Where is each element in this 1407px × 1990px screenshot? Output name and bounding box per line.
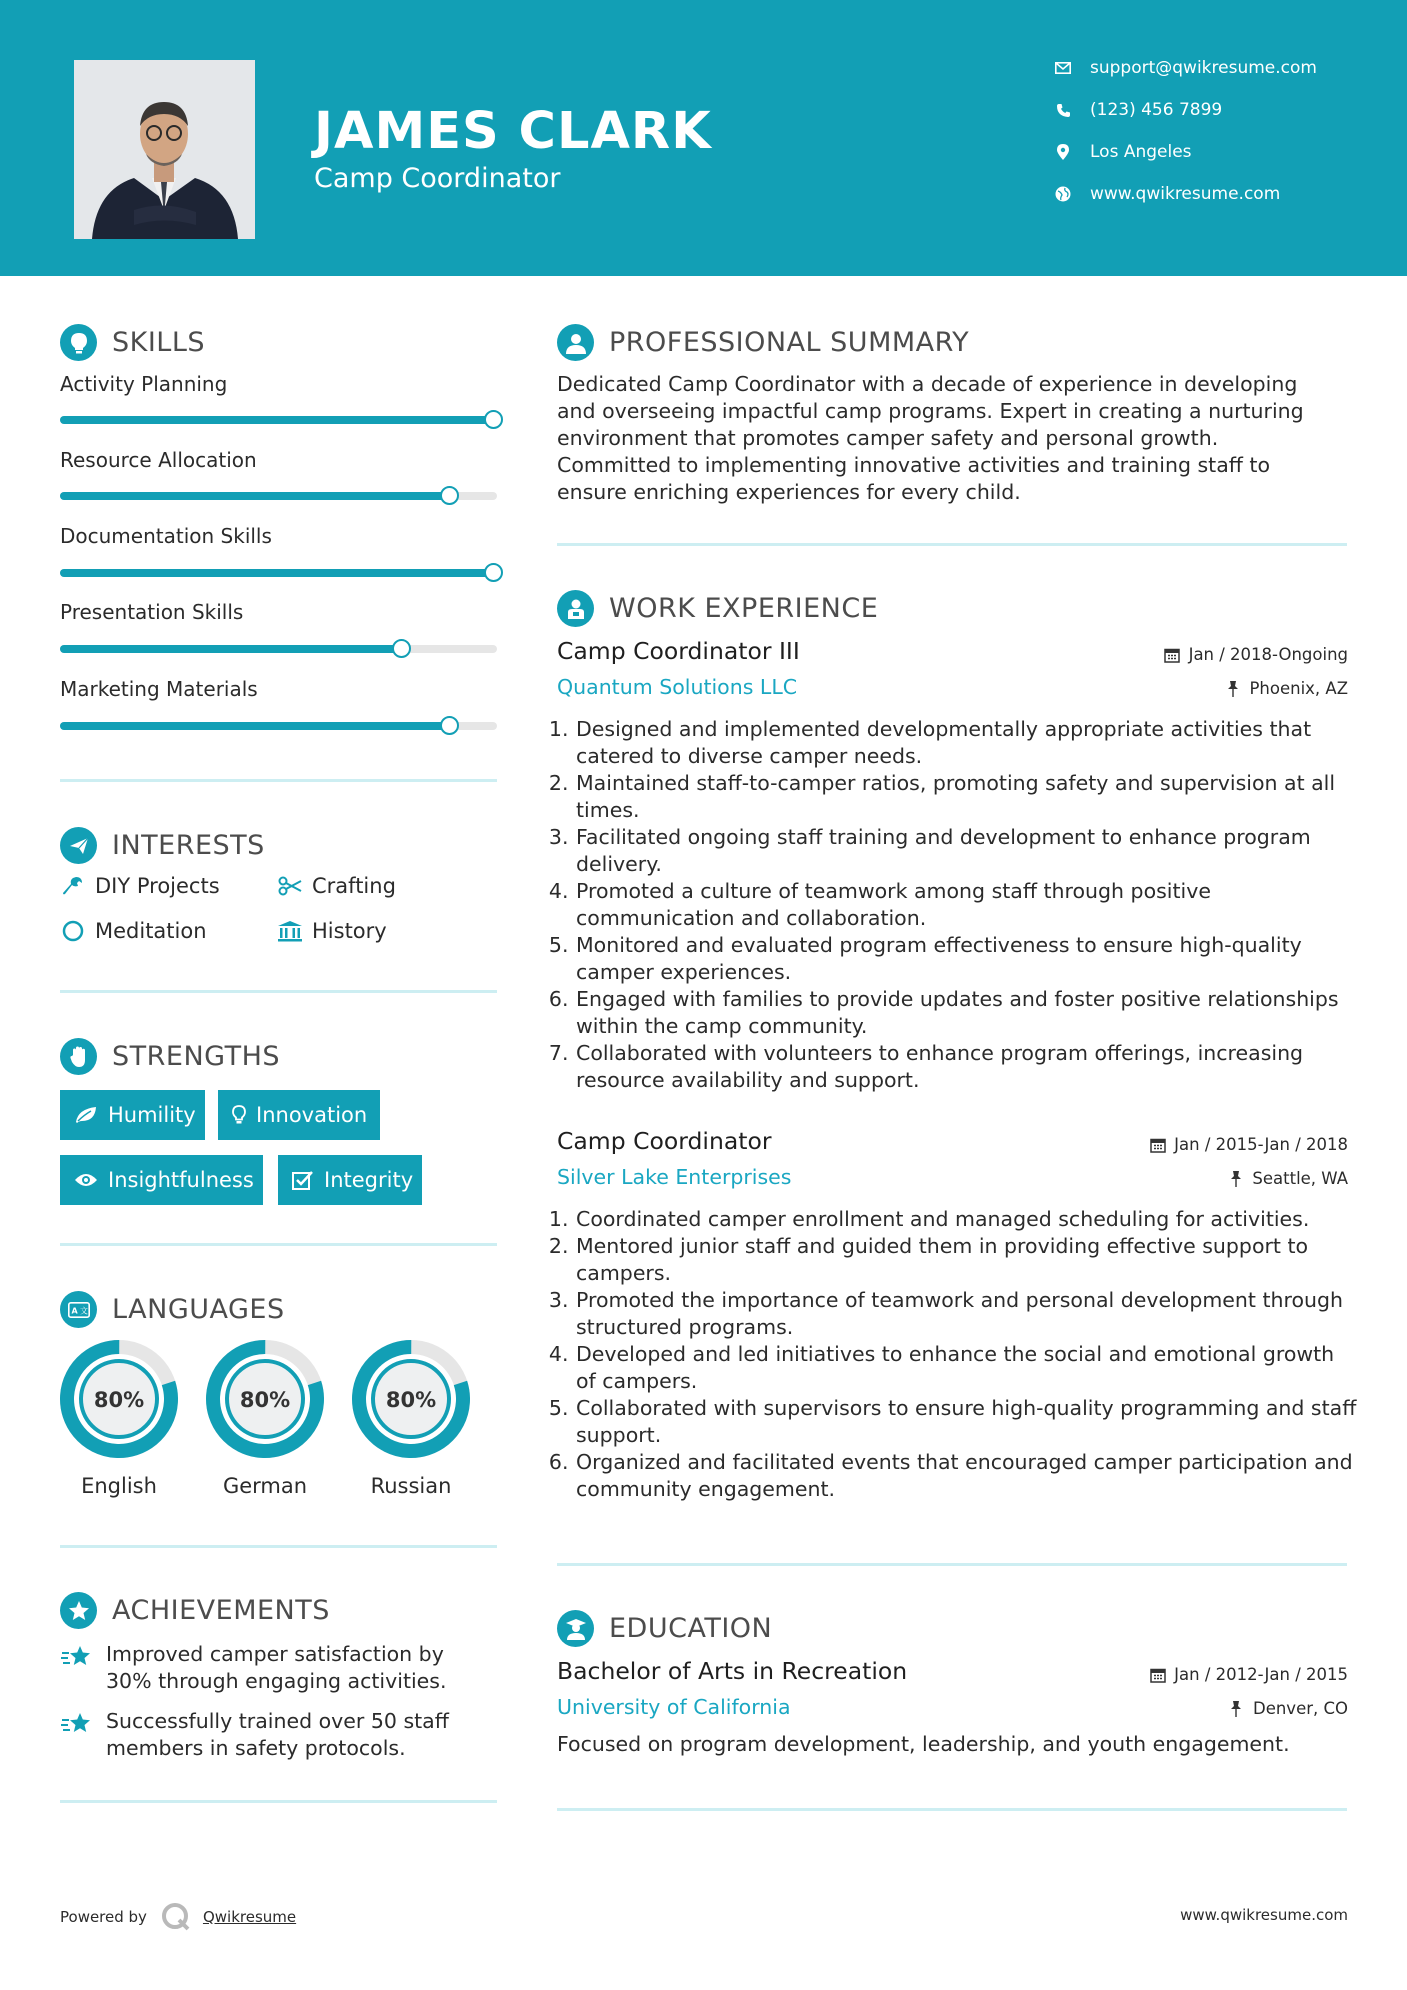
phone-icon — [1053, 100, 1073, 120]
language-ring — [350, 1338, 472, 1460]
calendar-icon — [1149, 1136, 1166, 1153]
section-divider — [557, 543, 1347, 546]
achievements-heading — [60, 1592, 330, 1629]
section-divider — [60, 1800, 497, 1803]
education-location-text: Denver, CO — [1252, 1699, 1348, 1718]
job-bullet: 3. Facilitated ongoing staff training and development to enhance program delivery. — [575, 824, 1360, 878]
job-company: Silver Lake Enterprises — [557, 1165, 792, 1189]
strength-tag — [278, 1155, 422, 1205]
skill-bar-fill — [60, 645, 401, 653]
resume-header — [0, 0, 1407, 276]
hand-icon — [60, 1038, 97, 1075]
achievement-line: Improved camper satisfaction by — [106, 1642, 444, 1666]
interest-item — [60, 873, 220, 899]
candidate-name: JAMES CLARK — [314, 102, 712, 161]
strength-tag — [60, 1090, 205, 1140]
job-bullet: 4. Developed and led initiatives to enhance the social and emotional growth of campers. — [575, 1341, 1360, 1395]
skill-bar-fill — [60, 416, 497, 424]
job-role: Camp Coordinator — [557, 1127, 772, 1155]
footer-powered-by — [60, 1902, 296, 1932]
contact-email[interactable] — [1053, 58, 1317, 78]
interest-item — [277, 873, 396, 899]
skill-bar-knob — [484, 563, 503, 582]
skill-bar — [60, 645, 497, 653]
strength-tag — [60, 1155, 263, 1205]
pushpin-icon — [1227, 1170, 1244, 1187]
skill-bar-fill — [60, 492, 449, 500]
skill-bar-knob — [484, 410, 503, 429]
section-divider — [60, 779, 497, 782]
globe-icon — [1053, 184, 1073, 204]
contact-email-text: support@qwikresume.com — [1090, 58, 1317, 78]
envelope-icon — [1053, 58, 1073, 78]
translate-icon — [60, 1291, 97, 1328]
map-pin-icon — [1053, 142, 1073, 162]
skill-bar-fill — [60, 569, 497, 577]
skills-title: SKILLS — [112, 327, 206, 358]
strength-tag — [218, 1090, 380, 1140]
skills-heading — [60, 324, 205, 361]
circle-icon — [60, 918, 86, 944]
languages-heading — [60, 1291, 285, 1328]
job-bullet: 6. Organized and facilitated events that encouraged camper participation and community engagement. — [575, 1449, 1360, 1503]
job-bullet: 5. Collaborated with supervisors to ensure high-quality programming and staff support. — [575, 1395, 1360, 1449]
achievement-item — [60, 1708, 449, 1762]
pushpin-icon — [1228, 1700, 1245, 1717]
achievement-text — [106, 1708, 449, 1762]
interest-item — [277, 918, 387, 944]
education-school: University of California — [557, 1695, 791, 1719]
scissors-icon — [277, 873, 303, 899]
wrench-icon — [60, 873, 86, 899]
leaf-icon — [74, 1102, 98, 1128]
skill-bar-fill — [60, 722, 449, 730]
strength-label: Humility — [108, 1103, 196, 1127]
language-percent: 80% — [239, 1388, 291, 1412]
job-location — [1224, 679, 1348, 698]
shooting-star-icon — [60, 1708, 93, 1741]
strengths-title: STRENGTHS — [112, 1041, 281, 1072]
contact-phone-text: (123) 456 7899 — [1090, 100, 1223, 120]
skill-label: Marketing Materials — [60, 677, 258, 701]
language-percent: 80% — [93, 1388, 145, 1412]
achievements-title: ACHIEVEMENTS — [112, 1595, 330, 1626]
interest-item — [60, 918, 207, 944]
interests-heading — [60, 827, 265, 864]
job-bullets — [557, 1206, 1360, 1503]
skill-label: Documentation Skills — [60, 524, 272, 548]
education-location — [1228, 1699, 1348, 1718]
education-description: Focused on program development, leadership, and youth engagement. — [557, 1732, 1290, 1756]
star-badge-icon — [60, 1592, 97, 1629]
calendar-icon — [1164, 646, 1181, 663]
skill-label: Activity Planning — [60, 372, 228, 396]
skill-bar — [60, 416, 497, 424]
language-percent: 80% — [385, 1388, 437, 1412]
summary-heading — [557, 324, 969, 361]
skill-label: Presentation Skills — [60, 600, 244, 624]
job-bullet: 7. Collaborated with volunteers to enhance program offerings, increasing resource availability and support. — [575, 1040, 1360, 1094]
job-bullets — [557, 716, 1360, 1094]
bank-icon — [277, 918, 303, 944]
job-bullet: 4. Promoted a culture of teamwork among staff through positive communication and collaboration. — [575, 878, 1360, 932]
candidate-title: Camp Coordinator — [314, 163, 561, 194]
strength-label: Innovation — [256, 1103, 368, 1127]
svg-text:A: A — [71, 1306, 78, 1315]
section-divider — [557, 1563, 1347, 1566]
experience-heading — [557, 590, 878, 627]
skill-bar — [60, 722, 497, 730]
skill-bar-knob — [392, 639, 411, 658]
language-label: English — [81, 1474, 157, 1498]
job-bullet: 1. Coordinated camper enrollment and managed scheduling for activities. — [575, 1206, 1360, 1233]
strength-label: Insightfulness — [108, 1168, 254, 1192]
eye-icon — [74, 1167, 98, 1193]
contact-location — [1053, 142, 1192, 162]
achievement-line: members in safety protocols. — [106, 1736, 406, 1760]
lightbulb-icon — [232, 1102, 246, 1128]
education-heading — [557, 1610, 772, 1647]
job-location-text: Seattle, WA — [1252, 1169, 1348, 1188]
qwikresume-logo-icon — [161, 1902, 191, 1932]
calendar-icon — [1149, 1666, 1166, 1683]
contact-location-text: Los Angeles — [1090, 142, 1192, 162]
achievement-line: 30% through engaging activities. — [106, 1669, 447, 1693]
achievement-line: Successfully trained over 50 staff — [106, 1709, 449, 1733]
interest-label: DIY Projects — [95, 874, 220, 898]
pushpin-icon — [1224, 680, 1241, 697]
summary-title: PROFESSIONAL SUMMARY — [609, 327, 970, 358]
language-ring — [58, 1338, 180, 1460]
skill-bar — [60, 492, 497, 500]
svg-text:文: 文 — [79, 1306, 88, 1315]
contact-phone[interactable] — [1053, 100, 1222, 120]
skill-bar-knob — [440, 486, 459, 505]
checkbox-icon — [292, 1167, 314, 1193]
summary-text: Dedicated Camp Coordinator with a decade of experience in developing and overseeing impactful camp programs. Expert in creating a nurturing environment that promotes camper safety and personal growth. Committed to implementing innovative activities and training staff to ensure enriching experiences for every child. — [557, 372, 1304, 504]
skill-label: Resource Allocation — [60, 448, 257, 472]
job-bullet: 6. Engaged with families to provide updates and foster positive relationships within the camp community. — [575, 986, 1360, 1040]
paper-plane-icon — [60, 827, 97, 864]
job-bullet: 1. Designed and implemented developmentally appropriate activities that catered to diverse camper needs. — [575, 716, 1360, 770]
language-ring — [204, 1338, 326, 1460]
contact-website-text: www.qwikresume.com — [1090, 184, 1281, 204]
strengths-heading — [60, 1038, 280, 1075]
education-title: EDUCATION — [609, 1613, 773, 1644]
strength-label: Integrity — [324, 1168, 414, 1192]
language-label: German — [222, 1474, 308, 1498]
job-location-text: Phoenix, AZ — [1249, 679, 1348, 698]
skill-bar-knob — [440, 716, 459, 735]
education-degree: Bachelor of Arts in Recreation — [557, 1657, 908, 1685]
profile-photo — [74, 60, 255, 239]
interest-label: Crafting — [312, 874, 396, 898]
graduate-icon — [557, 1610, 594, 1647]
job-bullet: 3. Promoted the importance of teamwork and personal development through structured programs. — [575, 1287, 1360, 1341]
interest-label: Meditation — [95, 919, 207, 943]
job-bullet: 2. Maintained staff-to-camper ratios, promoting safety and supervision at all times. — [575, 770, 1360, 824]
job-company: Quantum Solutions LLC — [557, 675, 798, 699]
job-dates-text: Jan / 2018-Ongoing — [1188, 645, 1348, 664]
user-icon — [557, 324, 594, 361]
experience-title: WORK EXPERIENCE — [609, 593, 879, 624]
job-bullet: 2. Mentored junior staff and guided them in providing effective support to campers. — [575, 1233, 1360, 1287]
briefcase-user-icon — [557, 590, 594, 627]
education-dates-text: Jan / 2012-Jan / 2015 — [1174, 1665, 1348, 1684]
lightbulb-icon — [60, 324, 97, 361]
achievement-text — [106, 1641, 447, 1695]
job-bullet: 5. Monitored and evaluated program effectiveness to ensure high-quality camper experiences. — [575, 932, 1360, 986]
footer-website[interactable]: www.qwikresume.com — [1180, 1906, 1348, 1924]
interests-title: INTERESTS — [112, 830, 265, 861]
skill-bar — [60, 569, 497, 577]
language-label: Russian — [370, 1474, 452, 1498]
languages-title: LANGUAGES — [112, 1294, 285, 1325]
contact-website[interactable] — [1053, 184, 1280, 204]
job-dates — [1149, 1135, 1348, 1154]
section-divider — [60, 1243, 497, 1246]
shooting-star-icon — [60, 1641, 93, 1674]
job-location — [1227, 1169, 1348, 1188]
job-dates-text: Jan / 2015-Jan / 2018 — [1174, 1135, 1348, 1154]
section-divider — [557, 1808, 1347, 1811]
interest-label: History — [312, 919, 387, 943]
section-divider — [60, 990, 497, 993]
job-role: Camp Coordinator III — [557, 637, 800, 665]
achievement-item — [60, 1641, 447, 1695]
powered-by-text: Powered by — [60, 1908, 147, 1926]
education-dates — [1149, 1665, 1348, 1684]
qwikresume-link[interactable]: Qwikresume — [202, 1908, 297, 1926]
job-dates — [1164, 645, 1348, 664]
section-divider — [60, 1545, 497, 1548]
